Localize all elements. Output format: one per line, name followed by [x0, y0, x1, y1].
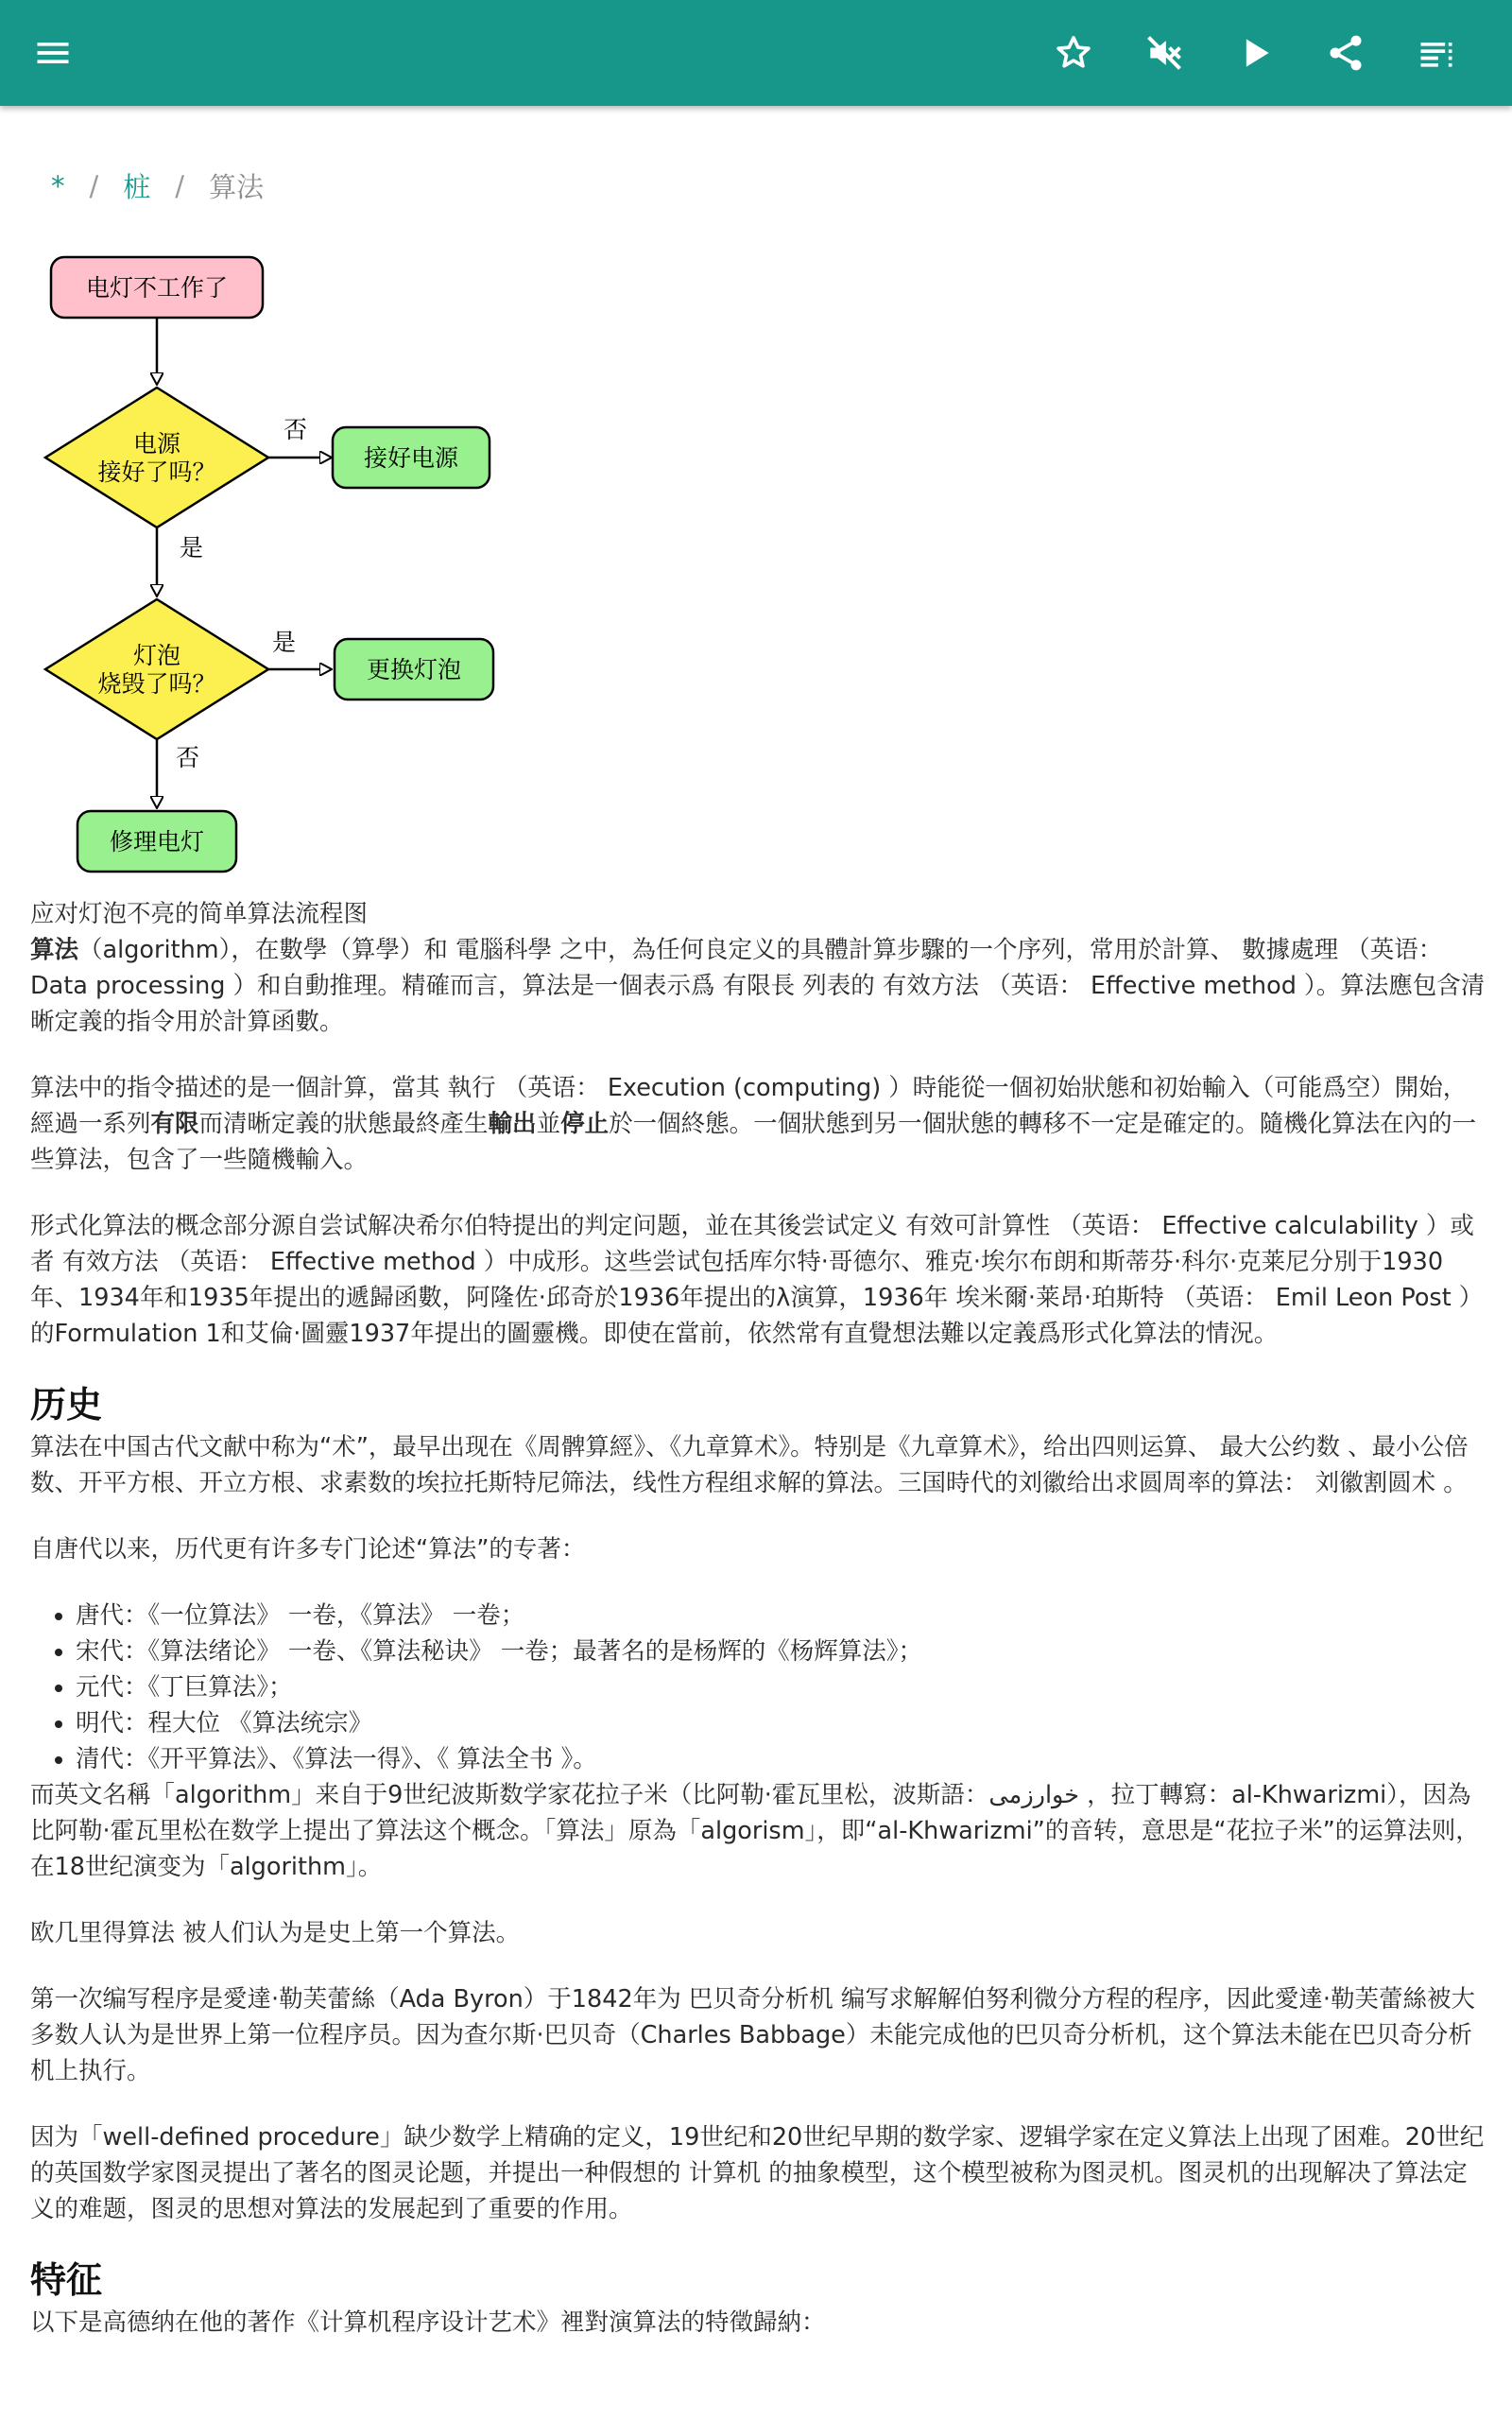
- article-body: [30, 896, 1486, 2371]
- paragraph: 自唐代以来，历代更有许多专门论述“算法”的专著：: [30, 1535, 586, 1564]
- mute-button[interactable]: [1138, 26, 1191, 79]
- list-icon: [1416, 32, 1457, 74]
- list-item: • 清代：《开平算法》、《算法一得》、《 算法全书 》。: [76, 1741, 1486, 1777]
- paragraph: 因为「well-defined procedure」缺少数学上精确的定义，19世纪和20世纪早期的数学家、逻辑学家在定义算法上出现了困难。20世纪的英国数学家图灵提出了著名的图灵论题，并提出一种假想的 计算机 的抽象模型，这个模型被称为图灵机。图灵机的出现解决了算法定义的难题，图灵的思想对算法的发展起到了重要的作用。: [30, 2123, 1485, 2223]
- term-bold: 算法: [30, 936, 79, 964]
- flow-label-no: 否: [284, 417, 308, 443]
- list-item: • 元代：《丁巨算法》；: [76, 1669, 1486, 1705]
- star-outline-icon: [1053, 32, 1094, 74]
- paragraph: 而英文名稱「algorithm」来自于9世纪波斯数学家花拉子米（比阿勒·霍瓦里松，波斯語：خوارزمی ，拉丁轉寫：al-Khwarizmi），因為比阿勒·霍瓦里松在数学上提出了算法这个概念。「算法」原為「algorism」，即“al-Khwarizmi”的音转，意思是“花拉子米”的运算法则，在18世纪演变为「algorithm」。: [30, 1781, 1480, 1881]
- flow-label-yes: 是: [180, 535, 204, 562]
- section-heading-history: 历史: [30, 1384, 103, 1426]
- toc-button[interactable]: [1410, 26, 1463, 79]
- list-item: • 宋代：《算法绪论》 一卷、《算法秘诀》 一卷；最著名的是杨辉的《杨辉算法》；: [76, 1634, 1486, 1669]
- paragraph-text: 而清晰定義的狀態最終產生: [198, 1110, 489, 1138]
- favorite-button[interactable]: [1047, 26, 1100, 79]
- flowchart-image: [28, 244, 558, 887]
- flow-decision-bulb: [45, 599, 268, 739]
- bold-text: 有限: [150, 1110, 199, 1138]
- paragraph: 形式化算法的概念部分源自尝试解决希尔伯特提出的判定问题，並在其後尝试定义 有效可計算性 （英语： Effective calculability ）或者 有效方法 （英语： Effective method ）中成形。这些尝试包括库尔特·哥德尔、雅克·埃尔布朗和斯蒂芬·科尔·克莱尼分別于1930年、1934年和1935年提出的遞歸函數，阿隆佐·邱奇於1936年提出的λ演算，1936年 埃米爾·莱昂·珀斯特 （英语： Emil Leon Post ）的Formulation 1和艾倫·圖靈1937年提出的圖靈機。即使在當前，依然常有直覺想法難以定義爲形式化算法的情況。: [30, 1212, 1484, 1348]
- paragraph-text: 算法中的指令描述的是一個計算，當其 執行 （英语： Execution (computing) ）時能從一個初始狀態和初始輸入（可能爲空）開始，經過一系列: [30, 1074, 1468, 1138]
- paragraph: 欧几里得算法 被人们认为是史上第一个算法。: [30, 1919, 521, 1947]
- flow-label-no: 否: [176, 745, 200, 771]
- section-heading-features: 特征: [30, 2259, 103, 2301]
- flow-decision-bulb-line2: 烧毁了吗？: [97, 671, 216, 698]
- breadcrumb-separator: /: [175, 169, 185, 202]
- list-item: • 明代：程大位 《算法统宗》: [76, 1705, 1486, 1741]
- paragraph: 算法在中国古代文献中称为“术”，最早出现在《周髀算經》、《九章算术》。特别是《九章算术》，给出四则运算、 最大公约数 、最小公倍数、开平方根、开立方根、求素数的埃拉托斯特尼筛法，线性方程组求解的算法。三国時代的刘徽给出求圆周率的算法： 刘徽割圆术 。: [30, 1433, 1469, 1497]
- paragraph: 以下是高德纳在他的著作《计算机程序设计艺术》裡對演算法的特徵歸納：: [30, 2308, 826, 2337]
- breadcrumb-root[interactable]: *: [51, 169, 65, 202]
- menu-button[interactable]: [26, 26, 79, 79]
- flow-label-yes: 是: [272, 630, 297, 656]
- play-icon: [1234, 32, 1276, 74]
- flow-decision-bulb-line1: 灯泡: [132, 643, 181, 669]
- flow-decision-power-line1: 电源: [132, 431, 181, 458]
- share-icon: [1325, 32, 1366, 74]
- flow-decision-power-line2: 接好了吗？: [97, 459, 216, 486]
- paragraph: 第一次编写程序是愛達·勒芙蕾絲（Ada Byron）于1842年为 巴贝奇分析机 编写求解解伯努利微分方程的程序，因此愛達·勒芙蕾絲被大多数人认为是世界上第一位程序员。因为查尔斯·巴贝奇（Charles Babbage）未能完成他的巴贝奇分析机，这个算法未能在巴贝奇分析机上执行。: [30, 1985, 1476, 2085]
- list-item: • 唐代：《一位算法》 一卷，《算法》 一卷；: [76, 1598, 1486, 1634]
- paragraph-text: 並: [536, 1110, 561, 1138]
- paragraph-text: （algorithm），在數學（算學）和 電腦科學 之中，為任何良定义的具體計算步驟的一个序列，常用於計算、 數據處理 （英语： Data processing ）和自動推理。精確而言，算法是一個表示爲 有限長 列表的 有效方法 （英语： Effective method ）。算法應包含清晰定義的指令用於計算函數。: [30, 936, 1486, 1036]
- flow-action-replace-label: 更换灯泡: [366, 657, 462, 683]
- paragraph-text: 於一個終態。一個狀態到另一個狀態的轉移不一定是確定的。隨機化算法在內的一些算法，包含了一些隨機輸入。: [30, 1110, 1477, 1174]
- flow-end-label: 修理电灯: [109, 829, 205, 856]
- flow-decision-power: [45, 388, 268, 527]
- flow-action-plugin-label: 接好电源: [363, 445, 459, 472]
- play-button[interactable]: [1228, 26, 1281, 79]
- bold-text: 停止: [560, 1110, 610, 1138]
- breadcrumb: [51, 166, 264, 205]
- share-button[interactable]: [1319, 26, 1372, 79]
- paragraph: [30, 1070, 1486, 1178]
- breadcrumb-separator: /: [89, 169, 99, 202]
- paragraph: [30, 932, 1486, 1040]
- menu-icon: [32, 32, 74, 74]
- bold-text: 輸出: [488, 1110, 537, 1138]
- dynasty-list: [30, 1598, 1486, 1777]
- flow-start-label: 电灯不工作了: [85, 275, 229, 302]
- breadcrumb-current: 算法: [209, 171, 265, 203]
- breadcrumb-stub[interactable]: 桩: [123, 171, 151, 203]
- volume-off-icon: [1143, 32, 1185, 74]
- image-caption: 应对灯泡不亮的简单算法流程图: [30, 900, 369, 928]
- app-bar: [0, 0, 1512, 106]
